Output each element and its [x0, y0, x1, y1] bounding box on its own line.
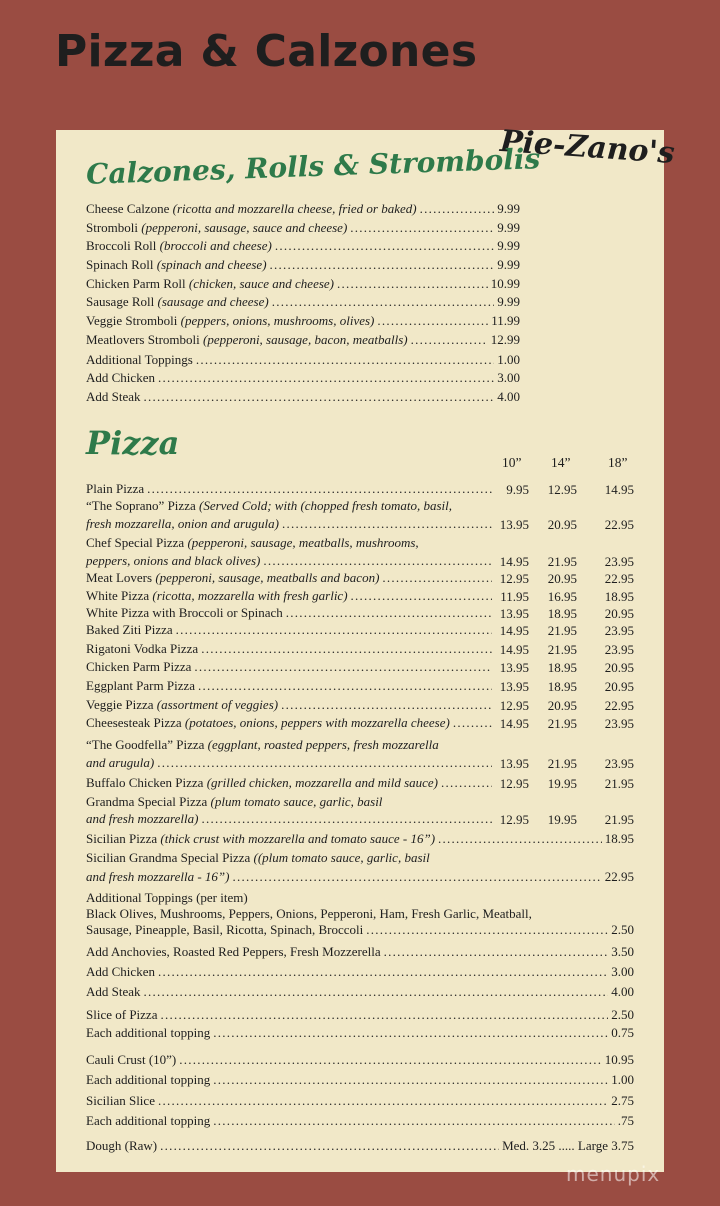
item-price-medium: 21.95 [547, 642, 577, 657]
item-price-medium: 20.95 [547, 571, 577, 586]
menu-line [86, 587, 495, 604]
item-price-small: 13.95 [499, 679, 529, 694]
item-name: Grandma Special Pizza (plum tomato sauce, garlic, basil [86, 794, 383, 809]
menu-line [86, 640, 495, 657]
menu-line [86, 369, 520, 386]
dot-leader [201, 641, 492, 657]
item-price-large: 18.95 [604, 589, 634, 604]
item-name: Meatlovers Stromboli (pepperoni, sausage, bacon, meatballs) [86, 332, 408, 347]
dot-leader [157, 755, 492, 771]
dot-leader [337, 276, 488, 292]
menu-line [86, 604, 495, 621]
item-price-small: 12.95 [499, 571, 529, 586]
item-price: 2.50 [611, 922, 634, 937]
dot-leader [232, 869, 601, 885]
dot-leader [158, 370, 494, 386]
item-name: Slice of Pizza [86, 1007, 158, 1022]
menu-line [86, 774, 495, 791]
item-price-small: 13.95 [499, 756, 529, 771]
item-price-small: 12.95 [499, 776, 529, 791]
calzones-section-title: Calzones, Rolls & Strombolis [85, 142, 541, 191]
item-price-medium: 21.95 [547, 756, 577, 771]
menu-line [86, 658, 495, 675]
dot-leader [176, 622, 492, 638]
dot-leader [286, 605, 492, 621]
dot-leader [366, 922, 608, 938]
menu-line [86, 219, 520, 236]
item-name: White Pizza (ricotta, mozzarella with fresh garlic) [86, 588, 348, 603]
dot-leader [160, 1007, 608, 1023]
item-name: Additional Toppings [86, 352, 193, 367]
item-name: Cheesesteak Pizza (potatoes, onions, peppers with mozzarella cheese) [86, 715, 450, 730]
menu-line [86, 677, 495, 694]
item-description: (pepperoni, sausage, sauce and cheese) [141, 220, 348, 235]
item-name: Sicilian Grandma Special Pizza ((plum tomato sauce, garlic, basil [86, 850, 430, 865]
item-price-large: 22.95 [604, 571, 634, 586]
dot-leader [281, 697, 492, 713]
item-price: Med. 3.25 ..... Large 3.75 [502, 1138, 634, 1153]
item-price: 9.99 [497, 201, 520, 216]
item-price: 3.00 [497, 370, 520, 385]
item-name: Cheese Calzone (ricotta and mozzarella cheese, fried or baked) [86, 201, 417, 216]
menu-line [86, 256, 520, 273]
dot-leader [147, 481, 492, 497]
menu-line [86, 754, 495, 771]
item-name: Buffalo Chicken Pizza (grilled chicken, mozzarella and mild sauce) [86, 775, 439, 790]
item-name: Add Steak [86, 984, 141, 999]
item-name: Chef Special Pizza (pepperoni, sausage, meatballs, mushrooms, [86, 535, 419, 550]
item-price: 11.99 [491, 313, 520, 328]
item-price: 0.75 [611, 1025, 634, 1040]
menu-line [86, 1071, 634, 1088]
item-name: Each additional topping [86, 1113, 211, 1128]
item-price-large: 21.95 [604, 776, 634, 791]
item-name: Rigatoni Vodka Pizza [86, 641, 199, 656]
menu-line [86, 1006, 634, 1023]
menu-line [86, 237, 520, 254]
item-name: “The Soprano” Pizza (Served Cold; with (chopped fresh tomato, basil, [86, 498, 452, 513]
menu-line [86, 312, 520, 329]
item-price: 9.99 [497, 220, 520, 235]
item-price-medium: 18.95 [547, 679, 577, 694]
item-price-large: 21.95 [604, 812, 634, 827]
item-name: Each additional topping [86, 1025, 211, 1040]
dot-leader [438, 831, 602, 847]
menu-line [86, 621, 495, 638]
item-name: Veggie Stromboli (peppers, onions, mushrooms, olives) [86, 313, 375, 328]
item-description-cont [86, 811, 198, 827]
item-price-small: 12.95 [499, 812, 529, 827]
dot-leader [282, 516, 492, 532]
dot-leader [160, 1138, 499, 1154]
dot-leader [158, 964, 608, 980]
item-description-cont [86, 869, 229, 885]
item-name: Eggplant Parm Pizza [86, 678, 196, 693]
menu-line [86, 351, 520, 368]
menu-line [86, 569, 495, 586]
item-description: (potatoes, onions, peppers with mozzarella cheese) [184, 715, 450, 730]
menu-line [86, 983, 634, 1000]
item-description: (broccoli and cheese) [159, 238, 272, 253]
item-description: (peppers, onions, mushrooms, olives) [180, 313, 375, 328]
dot-leader [350, 220, 494, 236]
item-name: Spinach Roll (spinach and cheese) [86, 257, 267, 272]
item-name: Sicilian Pizza (thick crust with mozzarella and tomato sauce - 16”) [86, 831, 436, 846]
item-name: Each additional topping [86, 1072, 211, 1087]
item-price-small: 11.95 [500, 589, 529, 604]
menu-line [86, 696, 495, 713]
menu-line [86, 810, 495, 827]
item-name: Veggie Pizza (assortment of veggies) [86, 697, 279, 712]
item-price: 9.99 [497, 257, 520, 272]
item-price-medium: 18.95 [547, 660, 577, 675]
item-name: Add Anchovies, Roasted Red Peppers, Fresh Mozzerella [86, 944, 381, 959]
item-description: (ricotta, mozzarella with fresh garlic) [152, 588, 348, 603]
item-description: and fresh mozzarella - 16”) [86, 869, 230, 884]
item-description: (pepperoni, sausage, bacon, meatballs) [203, 332, 408, 347]
item-price-small: 13.95 [499, 660, 529, 675]
item-price-small: 13.95 [499, 517, 529, 532]
menu-line [86, 868, 634, 885]
item-price-medium: 18.95 [547, 606, 577, 621]
item-price-small: 9.95 [506, 482, 529, 497]
dot-leader [213, 1072, 608, 1088]
item-price-small: 14.95 [499, 623, 529, 638]
dot-leader [194, 659, 492, 675]
brand-logo: Pie-Zano's [498, 123, 676, 172]
dot-leader [263, 553, 492, 569]
pizza-section-title: Pizza [86, 424, 180, 462]
menu-line [86, 1024, 634, 1041]
item-price-small: 13.95 [499, 606, 529, 621]
item-name: Cauli Crust (10”) [86, 1052, 177, 1067]
item-name: Chicken Parm Pizza [86, 659, 192, 674]
item-price-large: 23.95 [604, 623, 634, 638]
item-name: Baked Ziti Pizza [86, 622, 173, 637]
item-description: peppers, onions and black olives) [86, 553, 261, 568]
menu-line [86, 714, 495, 731]
item-description: (grilled chicken, mozzarella and mild sauce) [206, 775, 439, 790]
item-description-cont [86, 553, 260, 569]
item-price-large: 20.95 [604, 660, 634, 675]
toppings-list: Black Olives, Mushrooms, Peppers, Onions, Pepperoni, Ham, Fresh Garlic, Meatball, [86, 906, 532, 921]
item-price-medium: 21.95 [547, 623, 577, 638]
item-name: White Pizza with Broccoli or Spinach [86, 605, 283, 620]
item-description: (chicken, sauce and cheese) [188, 276, 335, 291]
item-description: and fresh mozzarella) [86, 811, 199, 826]
item-price: 2.50 [611, 1007, 634, 1022]
item-price-large: 22.95 [604, 698, 634, 713]
item-price-large: 23.95 [604, 642, 634, 657]
dot-leader [270, 257, 495, 273]
menu-line [86, 963, 634, 980]
menu-line [86, 1092, 634, 1109]
menu-line [86, 830, 634, 847]
item-price: 1.00 [497, 352, 520, 367]
item-description: (spinach and cheese) [156, 257, 267, 272]
item-price-medium: 12.95 [547, 482, 577, 497]
item-price-small: 14.95 [499, 716, 529, 731]
item-price: 9.99 [497, 294, 520, 309]
menu-line [86, 388, 520, 405]
item-price-small: 14.95 [499, 554, 529, 569]
item-price: 3.50 [611, 944, 634, 959]
item-price-medium: 16.95 [547, 589, 577, 604]
menu-line [86, 293, 520, 310]
item-description: ((plum tomato sauce, garlic, basil [253, 850, 430, 865]
dot-leader [420, 201, 495, 217]
item-price-medium: 21.95 [547, 554, 577, 569]
item-name: Add Chicken [86, 964, 155, 979]
item-price-large: 20.95 [604, 679, 634, 694]
dot-leader [382, 570, 492, 586]
item-price-large: 23.95 [604, 716, 634, 731]
item-price-medium: 19.95 [547, 812, 577, 827]
item-price: 1.00 [611, 1072, 634, 1087]
item-description: (eggplant, roasted peppers, fresh mozzarella [207, 737, 439, 752]
item-price-large: 23.95 [604, 756, 634, 771]
dot-leader [377, 313, 488, 329]
item-name: Chicken Parm Roll (chicken, sauce and cheese) [86, 276, 335, 291]
item-description: (pepperoni, sausage, meatballs, mushrooms, [187, 535, 419, 550]
item-price: 3.00 [611, 964, 634, 979]
menu-line [86, 552, 495, 569]
item-price-medium: 19.95 [547, 776, 577, 791]
item-name: Add Steak [86, 389, 141, 404]
dot-leader [411, 332, 488, 348]
size-header-small: 10” [502, 455, 522, 470]
item-name: Stromboli (pepperoni, sausage, sauce and cheese) [86, 220, 348, 235]
item-price: 9.99 [497, 238, 520, 253]
dot-leader [351, 588, 492, 604]
item-description: (thick crust with mozzarella and tomato sauce - 16”) [160, 831, 436, 846]
item-description: (pepperoni, sausage, meatballs and bacon) [155, 570, 380, 585]
item-description: (sausage and cheese) [157, 294, 269, 309]
dot-leader [213, 1113, 615, 1129]
toppings-heading: Additional Toppings (per item) [86, 890, 248, 905]
item-price: 4.00 [611, 984, 634, 999]
item-price: .75 [617, 1113, 634, 1128]
item-name: Sausage Roll (sausage and cheese) [86, 294, 269, 309]
item-price-medium: 20.95 [547, 517, 577, 532]
dot-leader [272, 294, 495, 310]
item-description-cont [86, 516, 279, 532]
menu-line [86, 943, 634, 960]
item-price: 12.99 [490, 332, 520, 347]
item-price-small: 12.95 [499, 698, 529, 713]
item-price: 22.95 [604, 869, 634, 884]
size-header-large: 18” [608, 455, 628, 470]
menu-line [86, 921, 634, 938]
item-description: (Served Cold; with (chopped fresh tomato, basil, [198, 498, 452, 513]
item-description: (plum tomato sauce, garlic, basil [210, 794, 383, 809]
item-price: 18.95 [604, 831, 634, 846]
menu-line [86, 1112, 634, 1129]
dot-leader [213, 1025, 608, 1041]
dot-leader [201, 811, 492, 827]
menu-line [86, 200, 520, 217]
item-price: 10.95 [604, 1052, 634, 1067]
item-description: (ricotta and mozzarella cheese, fried or baked) [172, 201, 417, 216]
item-price: 10.99 [490, 276, 520, 291]
dot-leader [384, 944, 609, 960]
dot-leader [196, 352, 494, 368]
watermark-logo: menupix [566, 1162, 661, 1186]
size-header-medium: 14” [551, 455, 571, 470]
item-price-medium: 20.95 [547, 698, 577, 713]
dot-leader [179, 1052, 601, 1068]
dot-leader [144, 984, 609, 1000]
menu-line [86, 1051, 634, 1068]
menu-line [86, 515, 495, 532]
item-price-large: 20.95 [604, 606, 634, 621]
item-name: Meat Lovers (pepperoni, sausage, meatballs and bacon) [86, 570, 380, 585]
dot-leader [144, 389, 495, 405]
item-price-medium: 21.95 [547, 716, 577, 731]
dot-leader [441, 775, 492, 791]
item-name: Sausage, Pineapple, Basil, Ricotta, Spinach, Broccoli [86, 922, 364, 937]
item-price-large: 14.95 [604, 482, 634, 497]
menu-line [86, 480, 495, 497]
dot-leader [198, 678, 492, 694]
item-description: fresh mozzarella, onion and arugula) [86, 516, 279, 531]
dot-leader [158, 1093, 608, 1109]
item-name: “The Goodfella” Pizza (eggplant, roasted peppers, fresh mozzarella [86, 737, 439, 752]
item-price: 4.00 [497, 389, 520, 404]
menu-line [86, 1137, 634, 1154]
dot-leader [275, 238, 494, 254]
menu-line [86, 275, 520, 292]
item-description: and arugula) [86, 755, 155, 770]
item-description-cont [86, 755, 154, 771]
item-price-large: 23.95 [604, 554, 634, 569]
item-price-small: 14.95 [499, 642, 529, 657]
item-name: Dough (Raw) [86, 1138, 158, 1153]
menu-line [86, 331, 520, 348]
item-price: 2.75 [611, 1093, 634, 1108]
item-name: Plain Pizza [86, 481, 145, 496]
item-name: Broccoli Roll (broccoli and cheese) [86, 238, 272, 253]
item-name: Sicilian Slice [86, 1093, 155, 1108]
page-title: Pizza & Calzones [55, 26, 478, 77]
item-description: (assortment of veggies) [156, 697, 279, 712]
item-name: Add Chicken [86, 370, 155, 385]
item-price-large: 22.95 [604, 517, 634, 532]
